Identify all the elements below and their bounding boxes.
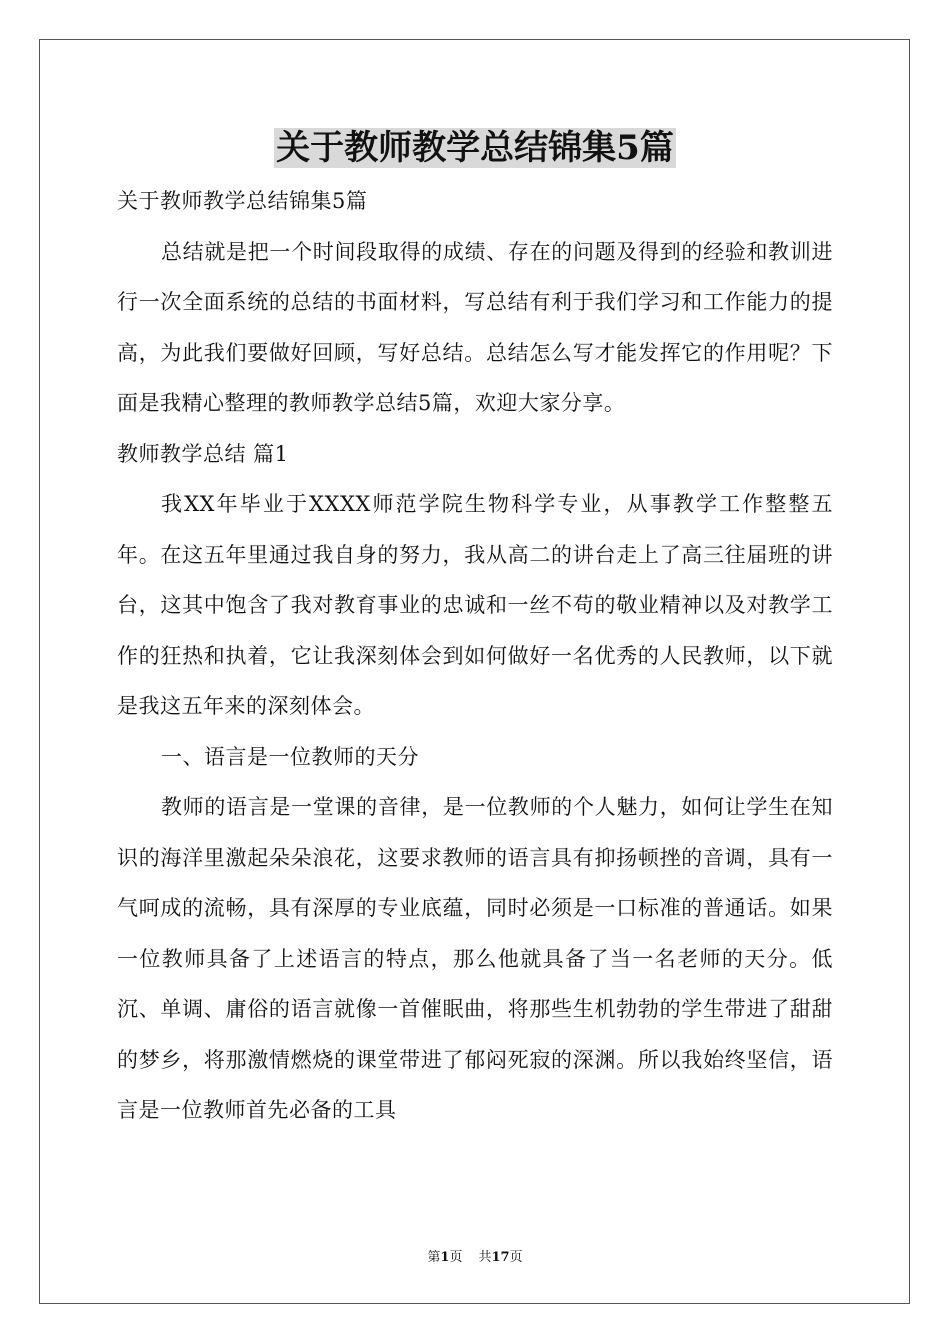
subsection-heading: 一、语言是一位教师的天分 — [161, 744, 419, 769]
body-paragraph: 教师的语言是一堂课的音律，是一位教师的个人魅力，如何让学生在知识的海洋里激起朵朵浪花，这要求教师的语言具有抑扬顿挫的音调，具有一气呵成的流畅，具有深厚的专业底蕴，同时必须是一口标准的普通话。如果一位教师具备了上述语言的特点，那么他就具备了当一名老师的天分。低沉、单调、庸俗的语言就像一首催眠曲，将那些生机勃勃的学生带进了甜甜的梦乡，将那激情燃烧的课堂带进了郁闷死寂的深渊。所以我始终坚信，语言是一位教师首先必备的工具 — [117, 795, 833, 1122]
page-number-prefix: 第 — [427, 1250, 441, 1265]
intro-paragraph: 总结就是把一个时间段取得的成绩、存在的问题及得到的经验和教训进行一次全面系统的总结的书面材料，写总结有利于我们学习和工作能力的提高，为此我们要做好回顾，写好总结。总结怎么写才能发挥它的作用呢？下面是我精心整理的教师教学总结5篇，欢迎大家分享。 — [117, 239, 833, 415]
page-footer — [0, 1248, 950, 1268]
total-page-count: 17 — [491, 1250, 510, 1265]
document-title — [0, 124, 950, 172]
document-title-text: 关于教师教学总结锦集5篇 — [276, 128, 674, 168]
body-paragraph: 我XX年毕业于XXXX师范学院生物科学专业，从事教学工作整整五年。在这五年里通过我自身的努力，我从高二的讲台走上了高三往届班的讲台，这其中饱含了我对教育事业的忠诚和一丝不苟的敬业精神以及对教学工作的狂热和执着，它让我深刻体会到如何做好一名优秀的人民教师，以下就是我这五年来的深刻体会。 — [117, 492, 833, 718]
section-heading: 教师教学总结 篇1 — [117, 441, 289, 466]
total-pages-prefix: 共 — [478, 1250, 492, 1265]
document-body — [117, 176, 833, 1136]
total-pages-suffix: 页 — [509, 1250, 523, 1265]
current-page-number: 1 — [440, 1250, 450, 1265]
page-number-suffix: 页 — [449, 1250, 463, 1265]
subtitle-paragraph: 关于教师教学总结锦集5篇 — [117, 189, 368, 213]
